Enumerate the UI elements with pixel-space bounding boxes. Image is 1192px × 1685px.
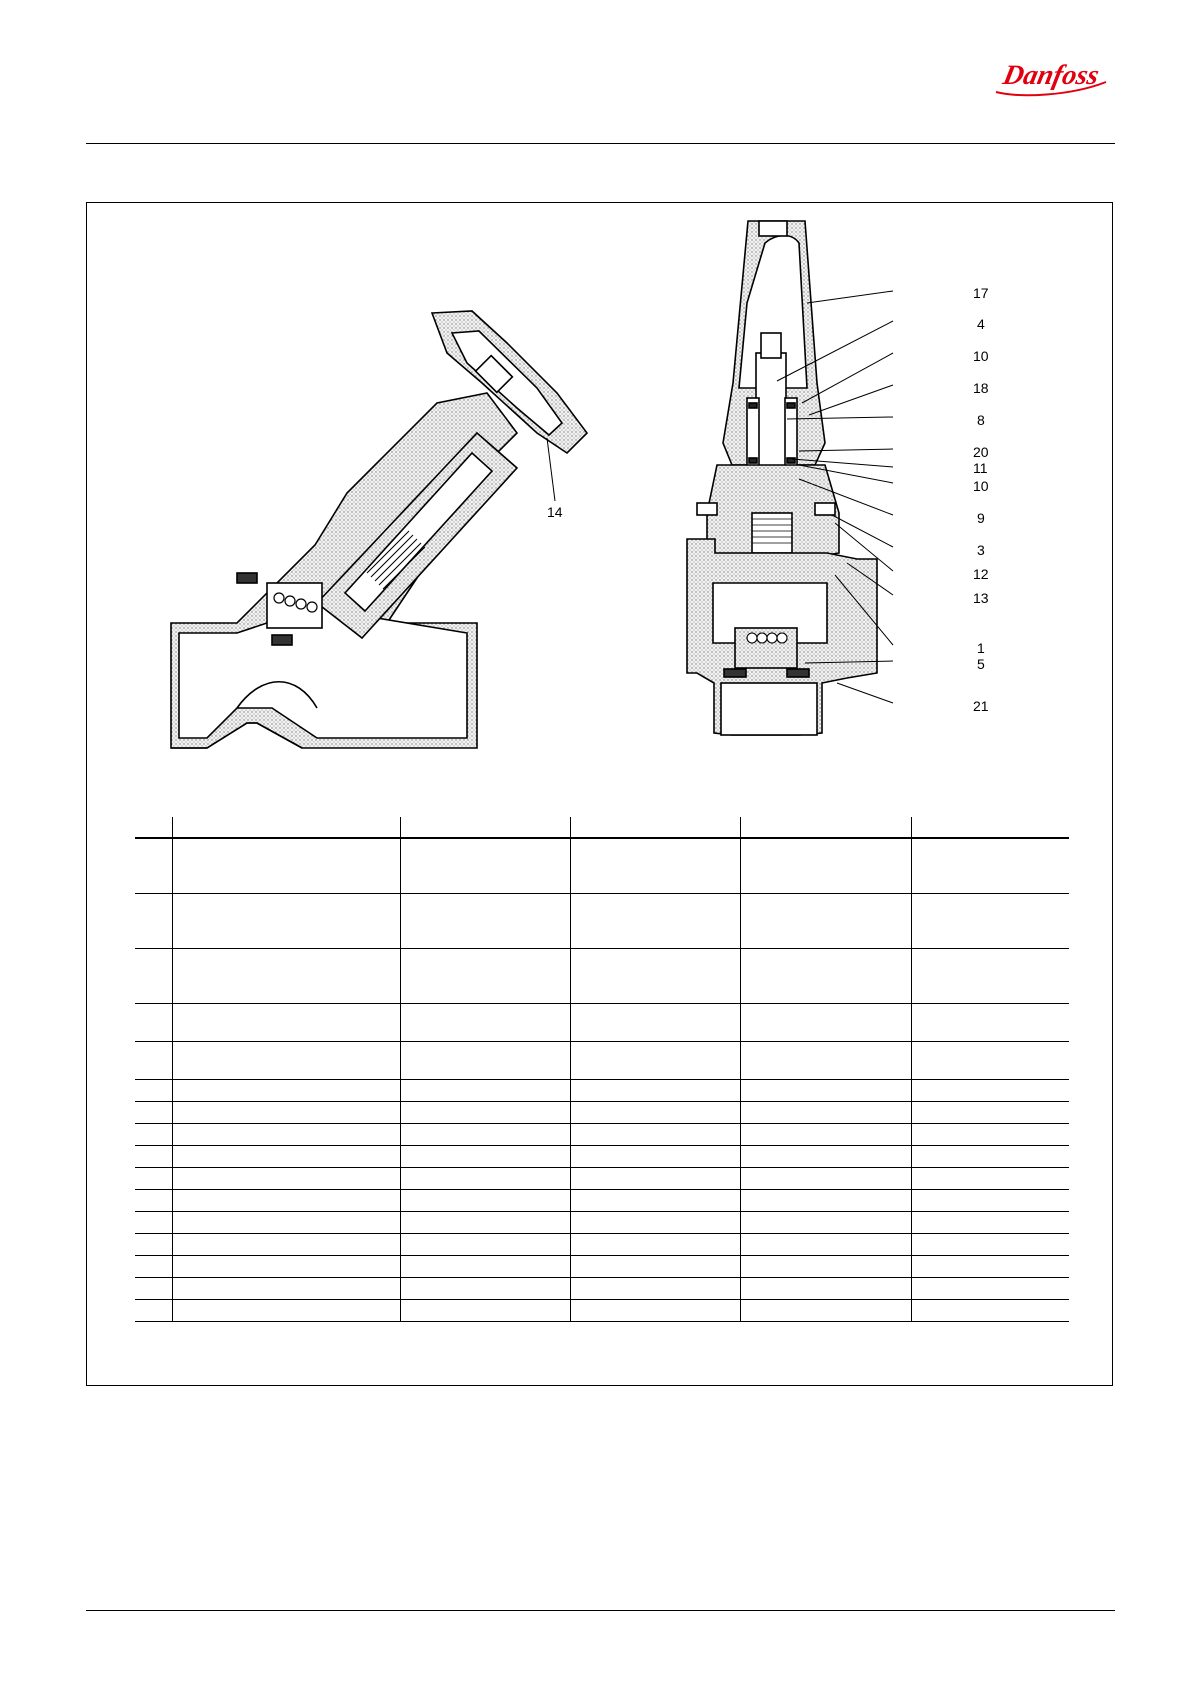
callout-13: 13	[973, 590, 989, 606]
callout-1: 1	[977, 640, 985, 656]
header-cell	[135, 817, 172, 838]
table-row	[135, 1080, 1069, 1102]
table-row	[135, 1256, 1069, 1278]
callout-8: 8	[977, 412, 985, 428]
table-row	[135, 894, 1069, 949]
svg-text:Danfoss: Danfoss	[1000, 60, 1102, 91]
table-row	[135, 1146, 1069, 1168]
callout-17: 17	[973, 285, 989, 301]
callout-10b: 10	[973, 478, 989, 494]
callout-14: 14	[547, 504, 563, 520]
table-row	[135, 1278, 1069, 1300]
callout-20: 20	[973, 444, 989, 460]
footer-rule	[86, 1610, 1115, 1611]
table-row	[135, 1102, 1069, 1124]
header-cell	[172, 817, 400, 838]
header-cell	[740, 817, 911, 838]
right-valve-view	[687, 221, 877, 735]
table-row	[135, 1234, 1069, 1256]
table-row	[135, 1042, 1069, 1080]
header-rule	[86, 143, 1115, 144]
header-cell	[400, 817, 570, 838]
table-row	[135, 1168, 1069, 1190]
table-row	[135, 1190, 1069, 1212]
table-row	[135, 838, 1069, 894]
table-row	[135, 1300, 1069, 1322]
callout-21: 21	[973, 698, 989, 714]
callout-10: 10	[973, 348, 989, 364]
table-row	[135, 1212, 1069, 1234]
callout-3: 3	[977, 542, 985, 558]
callout-5: 5	[977, 656, 985, 672]
table-row	[135, 1004, 1069, 1042]
table-row	[135, 949, 1069, 1004]
table-row	[135, 1124, 1069, 1146]
callout-11: 11	[973, 460, 988, 476]
callout-12: 12	[973, 566, 989, 582]
callout-9: 9	[977, 510, 985, 526]
header-cell	[570, 817, 740, 838]
callout-4: 4	[977, 316, 985, 332]
callout-18: 18	[973, 380, 989, 396]
header-cell	[911, 817, 1069, 838]
table-header-row	[135, 817, 1069, 838]
parts-table	[135, 817, 1069, 1322]
danfoss-logo	[990, 52, 1115, 102]
left-valve-view	[171, 311, 587, 748]
figure-frame	[86, 202, 1113, 1386]
